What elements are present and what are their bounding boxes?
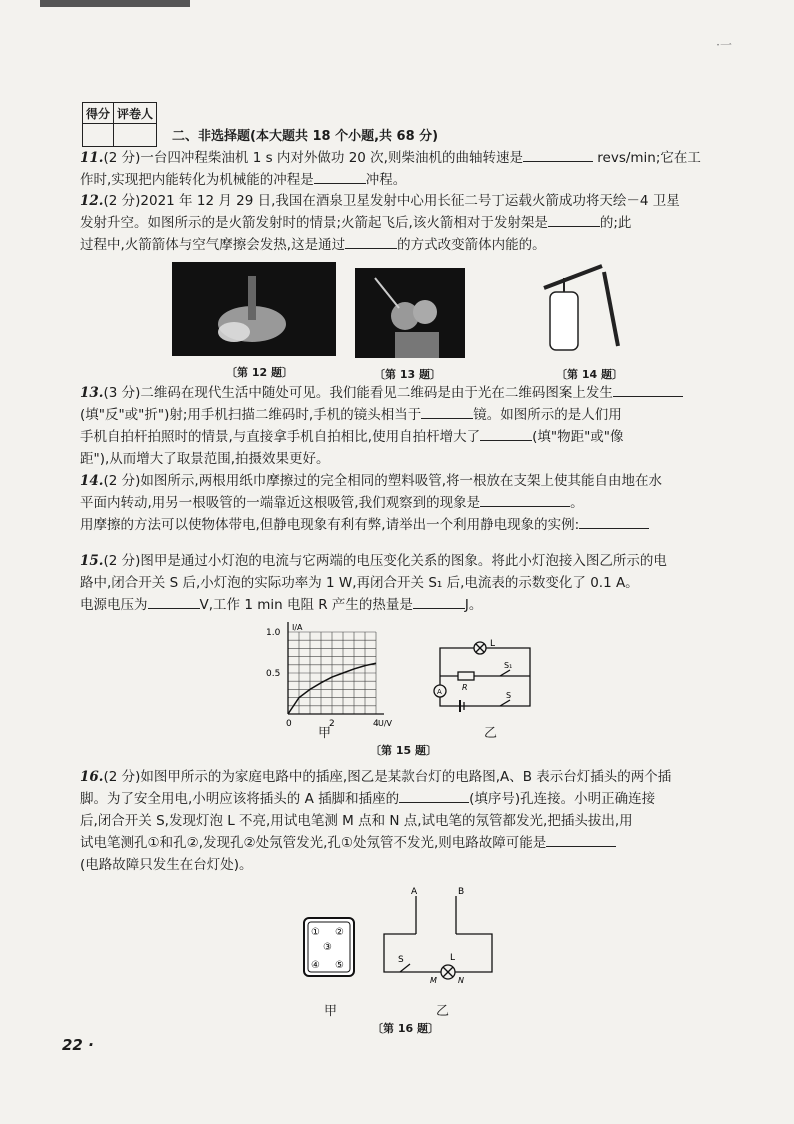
answer-blank[interactable] [413,594,465,609]
point-n-label: N [458,976,464,984]
panel-label-jia-15: 甲 [318,726,332,741]
circuit-16-diagram [376,884,496,984]
answer-blank[interactable] [613,382,683,397]
caption-fig13: 〔第 13 题〕 [374,368,441,381]
header-mark: ·一 [716,38,732,52]
socket-diagram [302,916,356,978]
x-tick-label: 2 [329,719,335,729]
question-15: 15.(2 分)图甲是通过小灯泡的电流与它两端的电压变化关系的图象。将此小灯泡接入图乙所示的电 路中,闭合开关 S 后,小灯泡的实际功率为 1 W,再闭合开关 S₁ 后,电流表的示数变化了 0.1 A。 电源电压为 V,工作 1 min 电阻 R 产生的热量是 J。 [80,553,667,613]
selfie-people-icon [355,268,465,358]
y-tick-label: 1.0 [266,628,281,638]
socket-hole-2: ② [335,927,344,938]
grader-label: 评卷人 [114,103,157,124]
section-title: 二、非选择题(本大题共 18 个小题,共 68 分) [172,129,439,144]
scan-edge-bar [40,0,190,7]
answer-blank[interactable] [148,594,200,609]
chart-labels [266,623,393,729]
answer-blank[interactable] [399,788,469,803]
question-number: 14. [80,473,104,489]
answer-blank[interactable] [345,234,397,249]
switch-s-label: S [398,955,404,965]
answer-blank[interactable] [546,832,616,847]
question-14: 14.(2 分)如图所示,两根用纸巾摩擦过的完全相同的塑料吸管,将一根放在支架上使其能自由地在水 平面内转动,用另一根吸管的一端靠近这根吸管,我们观察到的现象是 。 用摩擦的方法可以使物体带电,但静电现象有利有弊,请举出一个利用静电现象的实例: [80,473,662,533]
grader-cell [114,124,157,147]
question-13: 13.(3 分)二维码在现代生活中随处可见。我们能看见二维码是由于光在二维码图案上发生 (填"反"或"折")射;用手机扫描二维码时,手机的镜头相当于 镜。如图所示的是人们用 手机自拍杆拍照时的情景,与直接拿手机自拍相比,使用自拍杆增大了 (填"物距"或"像 距"),从而增大了取景范围,拍摄效果更好。 [80,382,720,470]
selfie-stick-photo [355,268,465,358]
question-16: 16.(2 分)如图甲所示的为家庭电路中的插座,图乙是某款台灯的电路图,A、B 表示台灯插头的两个插 脚。为了安全用电,小明应该将插头的 A 插脚和插座的 (填序号)孔连接。小明正确连接 后,闭合开关 S,发现灯泡 L 不亮,用试电笔测 M 点和 N 点,试电笔的氖管都发光,把插头拔出,用 试电笔测孔①和孔②,发现孔②处氖管发光,孔①处氖管不发光,则电路故障可能是 (电路故障只发生在台灯处)。 [80,769,672,873]
switch1-label: S₁ [504,661,513,670]
straw-on-bottle-diagram [532,258,632,358]
y-tick-label: 0.5 [266,669,281,679]
answer-blank[interactable] [480,426,532,441]
caption-fig14: 〔第 14 题〕 [556,368,623,381]
caption-fig15: 〔第 15 题〕 [370,744,437,757]
circuit-15-diagram [430,636,540,718]
panel-label-yi-16: 乙 [436,1004,450,1019]
socket-hole-3: ③ [323,942,332,953]
point-m-label: M [430,976,437,984]
x-tick-label: 0 [286,719,292,729]
panel-label-yi-15: 乙 [484,726,498,741]
lamp-label: L [490,639,496,649]
rocket-smoke-icon [172,262,336,356]
grader-box [82,102,157,147]
y-axis-label: I/A [292,623,303,632]
chart-grid [288,632,376,714]
question-number: 16. [80,769,104,785]
switch-label: S [506,691,512,700]
panel-label-jia-16: 甲 [324,1004,338,1019]
answer-blank[interactable] [314,169,366,184]
score-label: 得分 [83,103,114,124]
answer-blank[interactable] [480,492,570,507]
page-number: 22 · [62,1036,94,1054]
ammeter-label: A [437,688,442,696]
caption-fig12: 〔第 12 题〕 [226,366,293,379]
rocket-launch-photo [172,262,336,356]
iu-chart [260,618,400,738]
question-number: 15. [80,553,104,569]
question-11: 11.(2 分)一台四冲程柴油机 1 s 内对外做功 20 次,则柴油机的曲轴转速是 revs/min;它在工 作时,实现把内能转化为机械能的冲程是 冲程。 [80,147,720,191]
question-number: 11. [80,150,104,166]
answer-blank[interactable] [579,514,649,529]
score-cell [83,124,114,147]
socket-hole-4: ④ [311,960,320,971]
plug-pin-b: B [458,887,465,897]
answer-blank[interactable] [421,404,473,419]
answer-blank[interactable] [548,212,600,227]
resistor-label: R [462,683,468,692]
answer-blank[interactable] [523,147,593,162]
x-tick-label: 4 [373,719,379,729]
plug-pin-a: A [411,887,418,897]
socket-hole-1: ① [311,927,320,938]
chart-axes [288,622,384,714]
socket-hole-5: ⑤ [335,960,344,971]
x-axis-label: U/V [378,719,393,728]
question-number: 12. [80,193,104,209]
caption-fig16: 〔第 16 题〕 [372,1022,439,1035]
question-number: 13. [80,385,104,401]
question-12: 12.(2 分)2021 年 12 月 29 日,我国在酒泉卫星发射中心用长征二号丁运载火箭成功将天绘－4 卫星 发射升空。如图所示的是火箭发射时的情景;火箭起飞后,该火箭相对于发射架是 的;此 过程中,火箭箭体与空气摩擦会发热,这是通过 的方式改变箭体内能的。 [80,193,680,253]
lamp-l-label: L [450,953,456,963]
